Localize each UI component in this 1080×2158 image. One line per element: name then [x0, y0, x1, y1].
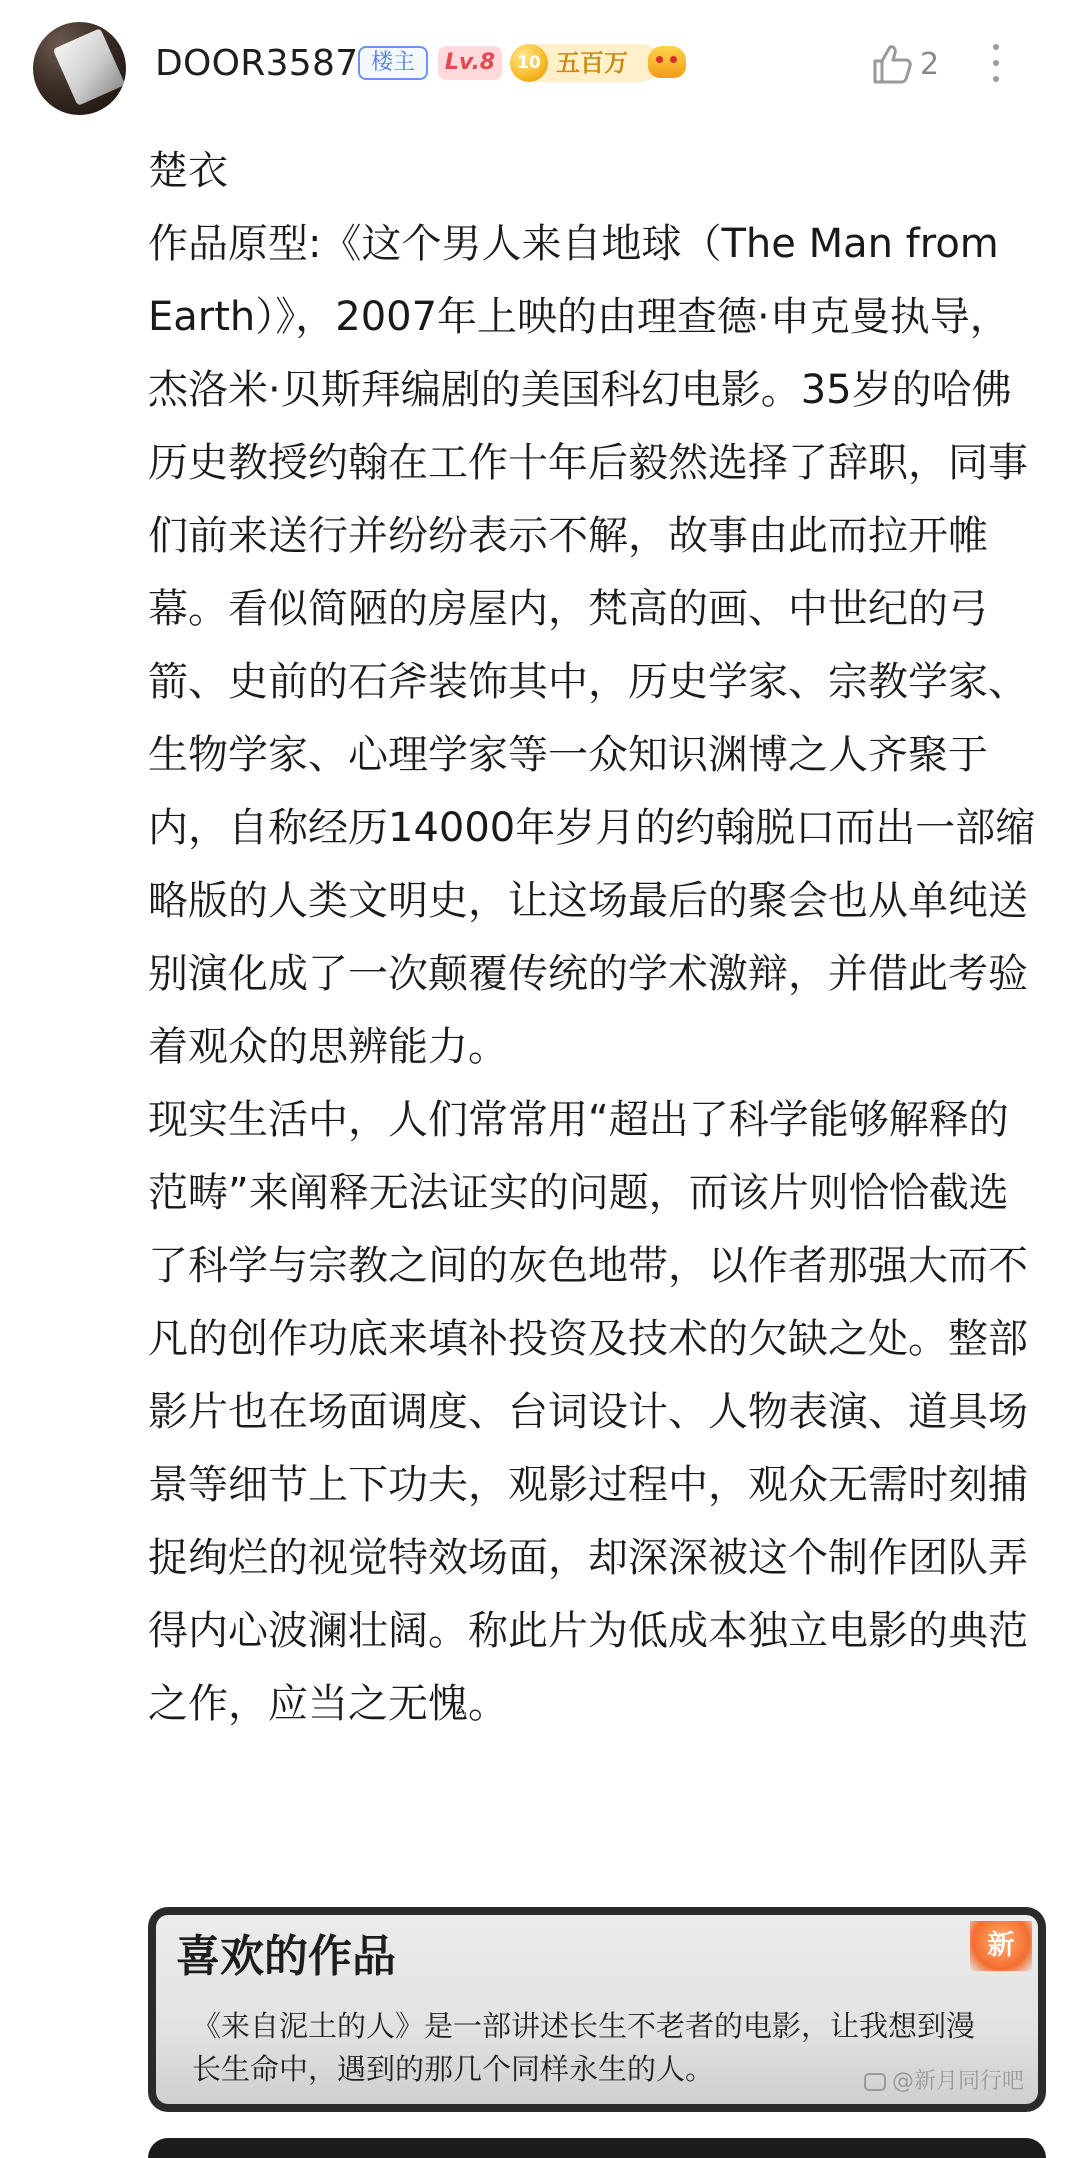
new-badge: 新: [970, 1921, 1032, 1971]
image-title: 喜欢的作品: [176, 1931, 396, 1982]
rank-badge[interactable]: [510, 44, 660, 82]
post-paragraph: 现实生活中，人们常常用“超出了科学能够解释的范畴”来阐释无法证实的问题，而该片则恰恰截选了科学与宗教之间的灰色地带，以作者那强大而不凡的创作功底来填补投资及技术的欠缺之处。整部影片也在场面调度、台词设计、人物表演、道具场景等细节上下功夫，观影过程中，观众无需时刻捕捉绚烂的视觉特效场面，却深深被这个制作团队弄得内心波澜壮阔。称此片为低成本独立电影的典范之作，应当之无愧。: [148, 1097, 1028, 1727]
avatar[interactable]: [33, 22, 126, 115]
thumb-up-icon[interactable]: [870, 42, 914, 86]
gamepad-icon[interactable]: [648, 46, 686, 78]
next-image-peek[interactable]: [148, 2138, 1046, 2158]
post-content: [148, 135, 1048, 1741]
post-paragraph: 楚衣: [148, 148, 228, 194]
level-badge[interactable]: Lv.8: [438, 46, 502, 80]
host-badge: 楼主: [358, 46, 428, 80]
rank-title: 五百万: [556, 49, 628, 77]
watermark-text: @新月同行吧: [891, 2069, 1024, 2094]
camera-icon: [864, 2073, 886, 2091]
image-description: 《来自泥土的人》是一部讲述长生不老者的电影，让我想到漫长生命中，遇到的那几个同样永生的人。: [192, 2009, 976, 2086]
like-count: 2: [920, 47, 940, 82]
post-paragraph: 作品原型:《这个男人来自地球（The Man from Earth）》，2007年上映的由理查德·申克曼执导，杰洛米·贝斯拜编剧的美国科幻电影。35岁的哈佛历史教授约翰在工作十年后毅然选择了辞职，同事们前来送行并纷纷表示不解，故事由此而拉开帷幕。看似简陋的房屋内，梵高的画、中世纪的弓箭、史前的石斧装饰其中，历史学家、宗教学家、生物学家、心理学家等一众知识渊博之人齐聚于内，自称经历14000年岁月的约翰脱口而出一部缩略版的人类文明史，让这场最后的聚会也从单纯送别演化成了一次颠覆传统的学术激辩，并借此考验着观众的思辨能力。: [148, 221, 1036, 1070]
paper-avatar-icon: [53, 28, 126, 106]
post-image-content: [156, 1915, 1038, 2104]
username[interactable]: DOOR3587: [155, 43, 359, 84]
watermark: [864, 2068, 1024, 2096]
post-header: [0, 0, 1080, 135]
rank-medal-icon: 10: [510, 44, 548, 82]
post-image[interactable]: [148, 1907, 1046, 2112]
more-vertical-icon[interactable]: [990, 44, 1002, 86]
